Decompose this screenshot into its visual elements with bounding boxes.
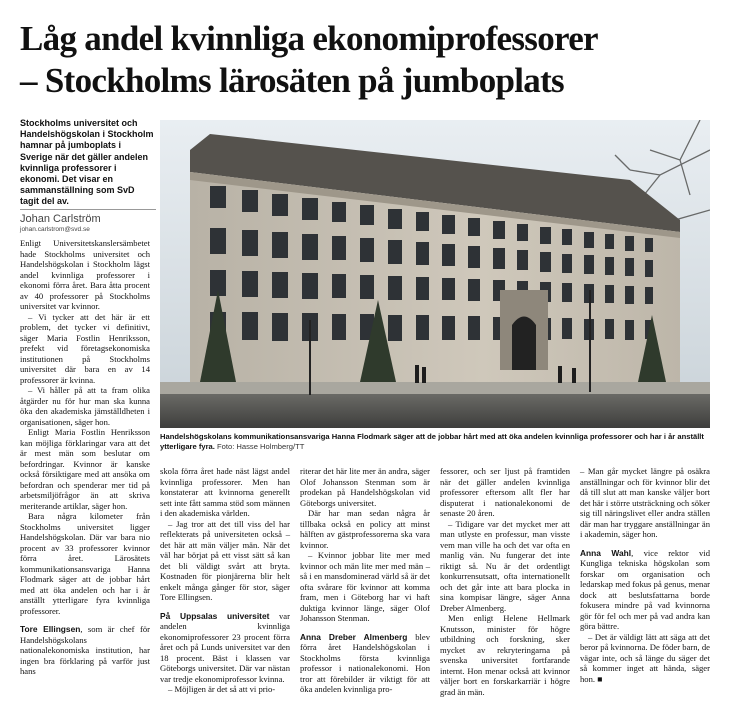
author-email: johan.carlstrom@svd.se [20,226,90,233]
paragraph-text: var andelen kvinnliga ekonomiprofessorer 23 procent förra året och på Lunds universitet var den 18 procent. Bäst i klassen var Göteborgs universitet. Där var nästan var tredje ekonomiprofessor kvinna. [160,610,290,684]
paragraph: Bara några kilometer från Stockholms universitet ligger Handelshögskolan. Där var bara nio procent av 33 professorer kvinnor förra året. Lärosätets kommunikationsansvariga Hanna Flodmark säger att de jobbar hårt med att öka andelen och har i år anställt ytterligare fyra kvinnliga professorer. [20,511,150,616]
article-column-3 [300,466,430,695]
paragraph: Enligt Universitetskanslersämbetet hade Stockholms universitet och Handelshögskolan i Stockholm lägst andel kvinnliga professorer i ekonomi förra året. Bara åtta procent av 40 professorer på Stockholms universitet var kvinnor. [20,238,150,311]
end-mark-icon: ■ [597,673,603,684]
paragraph: – Vi håller på att ta fram olika åtgärder nu för hur man ska kunna öka den akademiska jämställdheten i organisationen, säger hon. [20,385,150,427]
paragraph: Men enligt Helene Hellmark Knutsson, minister för högre utbildning och forskning, sker mycket av rekryteringarna på svenska universitet fortfarande internt. Hon menar också att kvinnor väljer bort en forskarkarriär i högre grad än män. [440,613,570,697]
photo-caption [160,432,710,452]
article-column-5 [580,466,710,684]
paragraph-text: , som är chef för Handelshögskolans nationalekonomiska institution, har ingen bra förklaring på varför just hans [20,624,150,676]
photo-credit: Foto: Hasse Holmberg/TT [217,442,305,451]
headline [20,18,720,102]
paragraph [580,548,710,632]
paragraph: – Tidigare var det mycket mer att man utlyste en professur, man visste vem man ville ha och det var ofta en manlig vän. Nu fungerar det inte riktigt så. Nu är det ordentligt konkurrensutsatt, ofta internationellt och det går inte att bara plocka in sina kompisar längre, säger Anna Dreber Almenberg. [440,518,570,613]
paragraph: – Jag tror att det till viss del har reflekterats på universiteten också – det här att män väljer män. När det väl har börjat på ett visst sätt så kan det bli väldigt svårt att bryta. Kostnaden för pionjärerna blir helt enkelt många gånger för stor, säger Tore Ellingsen. [160,518,290,602]
subhead-name: Tore Ellingsen [20,624,81,634]
paragraph: – Kvinnor jobbar lite mer med kvinnor och män lite mer med män – så i en mansdominerad värld så är det ofta svårare för kvinnor att komma fram, men i Göteborg har vi haft duktiga kvinnor länge, säger Olof Johansson Stenman. [300,550,430,623]
paragraph [160,611,290,685]
paragraph: – Möjligen är det så att vi prio- [168,684,276,694]
subhead-name: Anna Dreber Almenberg [300,631,408,642]
subhead-name: På Uppsalas universitet [160,610,270,621]
paragraph: – Vi tycker att det här är ett problem, det tycker vi definitivt, säger Maria Fostlin Henriksson, prefekt vid företagsekonomiska institutionen på Stockholms universitet där bara en av 14 professorer är kvinna. [20,311,150,385]
paragraph: riterar det här lite mer än andra, säger Olof Johansson Stenman som är prodekan på Handelshögskolan vid Göteborgs universitet. [300,466,430,508]
author-name: Johan Carlström [20,213,101,225]
article-column-2 [160,466,290,695]
byline [20,209,156,233]
building-photo [160,120,710,428]
paragraph-text: blev förra året Handelshögskolan i Stockholms första kvinnliga professor i nationalekonomi. Hon tror att förebilder är viktigt för att öka andelen kvinnliga pro- [300,631,430,694]
lead-paragraph: Stockholms universitet och Handelshögskolan i Stockholm hamnar på jumboplats i Sverige när det gäller andelen kvinnliga professorer i ekonomi. Det visar en sammanställning som SvD tagit del av. [20,118,154,207]
headline-line-2: – Stockholms lärosäten på jumboplats [20,61,564,100]
caption-text: Handelshögskolans kommunikationsansvariga Hanna Flodmark säger att de jobbar hårt med att öka andelen kvinnliga professorer och har i år anställt ytterligare fyra. [160,432,704,451]
paragraph: skola förra året hade näst lägst andel kvinnliga professorer. Men han konstaterar att kvinnorna generellt sett inte fått samma stöd som männen i den akademiska världen. [160,466,290,518]
paragraph [300,632,430,695]
article-column-1 [20,238,150,677]
headline-line-1: Låg andel kvinnliga ekonomiprofessorer [20,19,598,58]
paragraph: Där har man sedan några år tillbaka också en policy att minst hälften av gästprofessorerna ska vara kvinnor. [300,508,430,550]
paragraph-text: , vice rektor vid Kungliga tekniska högskolan som forskar om organisation och ledarskap med fokus på genus, menar dock att beslutsfattarna borde fokusera mindre på vad kvinnorna gör för fel och mer på vad andra kan göra bättre. [580,547,710,631]
article-column-4 [440,466,570,697]
university-building-photo [160,120,710,428]
paragraph: – Man går mycket längre på osäkra anställningar och för kvinnor blir det då till slut att man kanske väljer bort det här i större utsträckning och söker sig till näringslivet eller andra ställen där man har tryggare anställningar än i akademin, säger hon. [580,466,710,539]
paragraph-text: – Det är väldigt lätt att säga att det beror på kvinnorna. De föder barn, de vägar inte, och så länge du säger det så kommer inget att hända, säger hon. [580,631,710,684]
paragraph [580,632,710,685]
paragraph: Enligt Maria Fostlin Henriksson kan möjliga förklaringar vara att det är mest män som beslutar om befordringar. Kvinnor är kanske också försiktigare med att ansöka om befordran och spenderar mer tid på arbetsmiljöfrågor än att skriva meriterande artiklar, säger hon. [20,427,150,511]
subhead-name: Anna Wahl [580,547,632,558]
paragraph: fessorer, och ser ljust på framtiden när det gäller andelen kvinnliga professorer eftersom allt fler har disputerat i nationalekonomi de senaste 20 åren. [440,466,570,518]
paragraph [20,624,150,677]
